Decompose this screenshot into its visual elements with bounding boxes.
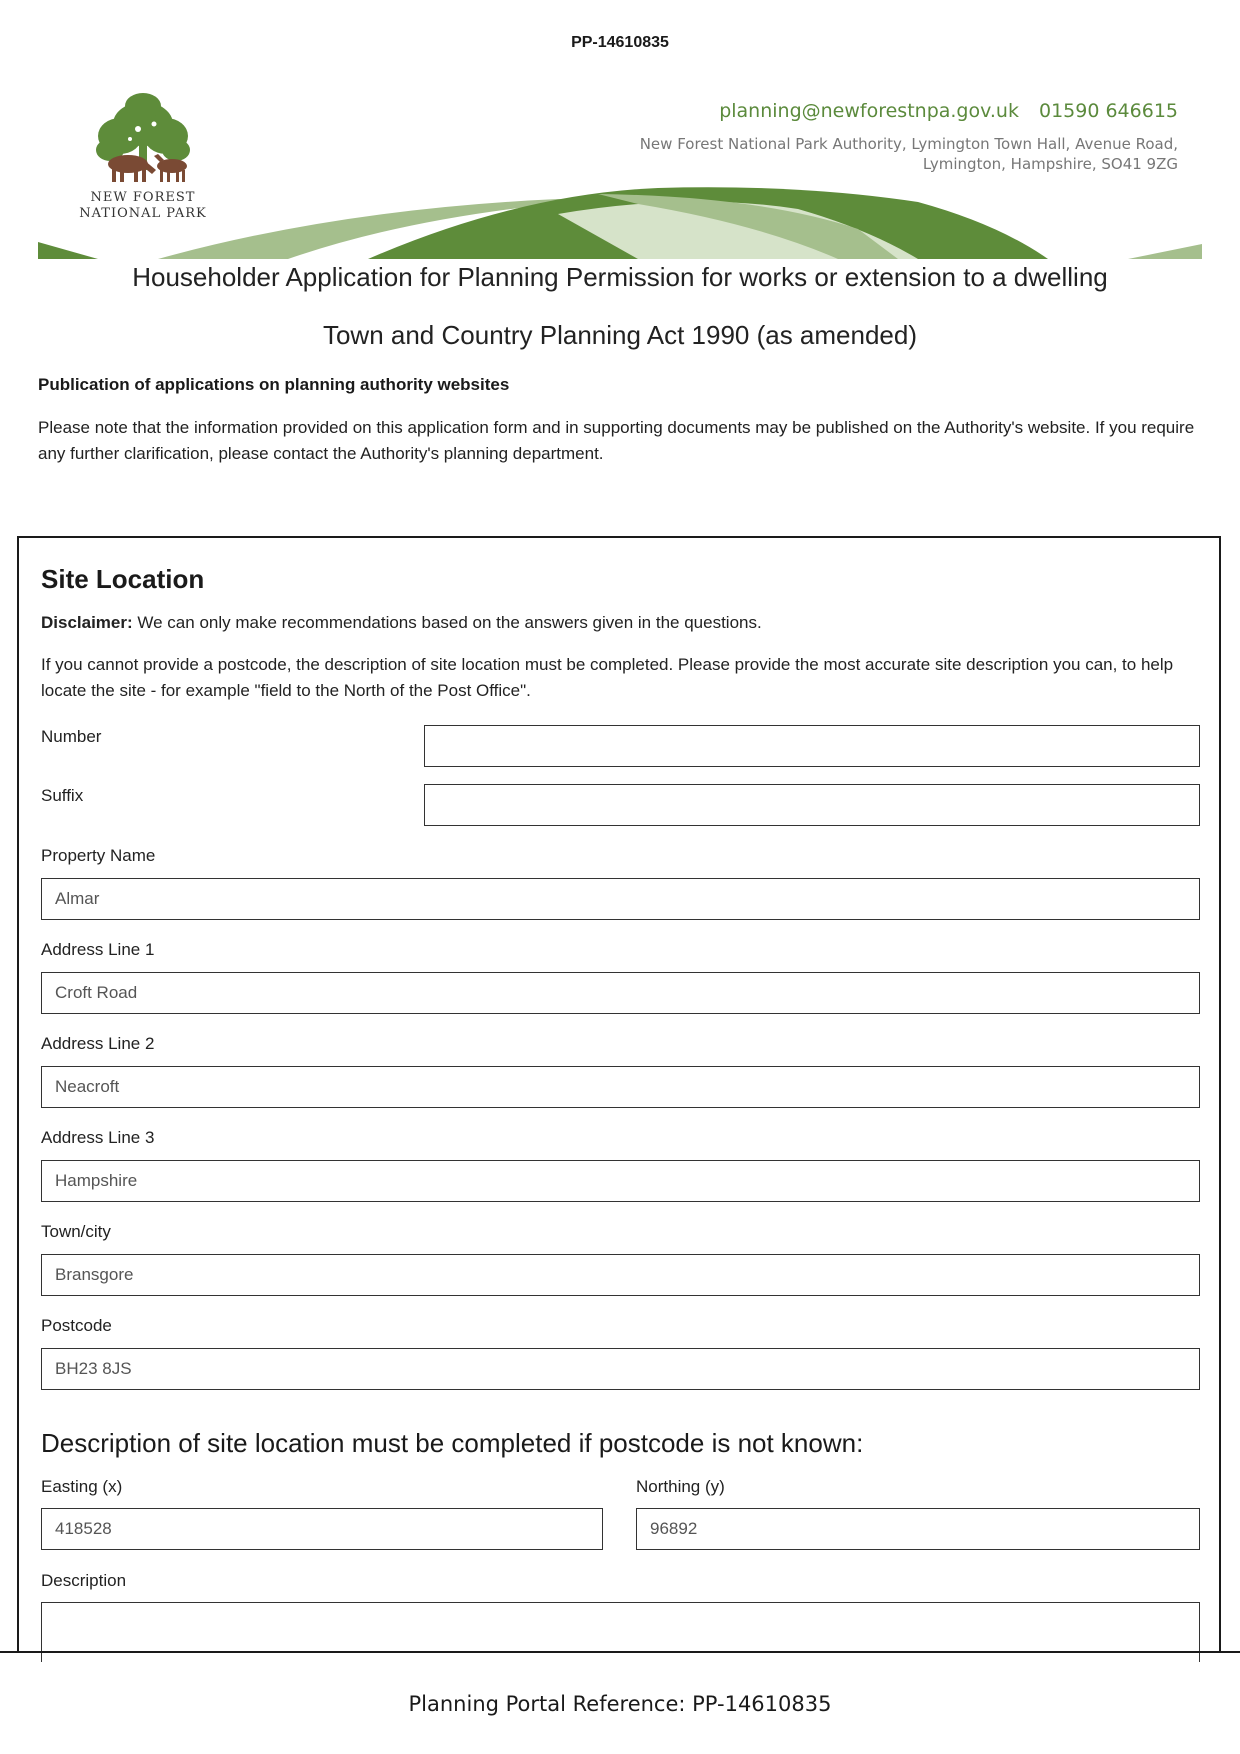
- postcode-label: Postcode: [41, 1316, 112, 1335]
- address-line-3-field[interactable]: Hampshire: [41, 1160, 1200, 1202]
- description-requirement-heading: Description of site location must be completed if postcode is not known:: [41, 1428, 864, 1458]
- reference-number-top: PP-14610835: [571, 34, 669, 51]
- header-banner: [38, 84, 1202, 259]
- authority-address: [538, 134, 1178, 174]
- site-instructions: If you cannot provide a postcode, the description of site location must be completed. Please provide the most accurate site description you can, to help locate the site - for example "field to the North of the Post Office".: [41, 655, 1174, 700]
- town-city-label: Town/city: [41, 1222, 111, 1241]
- northing-field[interactable]: 96892: [636, 1508, 1200, 1550]
- contact-email: planning@newforestnpa.gov.uk: [719, 100, 1019, 122]
- form-title: Householder Application for Planning Permission for works or extension to a dwelling: [132, 262, 1108, 292]
- disclaimer-label: Disclaimer:: [41, 613, 133, 632]
- publication-heading: Publication of applications on planning authority websites: [38, 375, 510, 394]
- easting-label: Easting (x): [41, 1477, 123, 1496]
- disclaimer-text: We can only make recommendations based on the answers given in the questions.: [132, 613, 762, 632]
- site-location-heading: Site Location: [41, 564, 205, 594]
- address-line-1: New Forest National Park Authority, Lymington Town Hall, Avenue Road,: [639, 135, 1178, 153]
- property-name-label: Property Name: [41, 846, 156, 865]
- logo-line-2: NATIONAL PARK: [79, 206, 207, 221]
- address-line-2-field[interactable]: Neacroft: [41, 1066, 1200, 1108]
- address-line-2: Lymington, Hampshire, SO41 9ZG: [922, 155, 1178, 173]
- easting-field[interactable]: 418528: [41, 1508, 603, 1550]
- disclaimer: [41, 610, 762, 636]
- logo-line-1: NEW FOREST: [90, 190, 196, 205]
- rolling-hills-graphic: [38, 184, 1202, 259]
- contact-details: [719, 100, 1178, 122]
- number-field[interactable]: [424, 725, 1200, 767]
- description-textarea[interactable]: [41, 1602, 1200, 1662]
- town-city-field[interactable]: Bransgore: [41, 1254, 1200, 1296]
- publication-text: Please note that the information provided on this application form and in supporting documents may be published on the Authority's website. If you require any further clarification, please contact the Authority's planning department.: [38, 418, 1195, 463]
- suffix-field[interactable]: [424, 784, 1200, 826]
- suffix-label: Suffix: [41, 786, 84, 805]
- address-line-3-label: Address Line 3: [41, 1128, 155, 1147]
- contact-phone: 01590 646615: [1038, 100, 1178, 122]
- form-subtitle: Town and Country Planning Act 1990 (as amended): [322, 320, 918, 350]
- address-line-2-label: Address Line 2: [41, 1034, 155, 1053]
- site-location-section: [17, 536, 1221, 1652]
- footer-reference: Planning Portal Reference: PP-14610835: [408, 1692, 832, 1716]
- number-label: Number: [41, 727, 102, 746]
- description-label: Description: [41, 1571, 127, 1590]
- property-name-field[interactable]: Almar: [41, 878, 1200, 920]
- postcode-field[interactable]: BH23 8JS: [41, 1348, 1200, 1390]
- address-line-1-label: Address Line 1: [41, 940, 155, 959]
- address-line-1-field[interactable]: Croft Road: [41, 972, 1200, 1014]
- northing-label: Northing (y): [636, 1477, 725, 1496]
- page-divider: [0, 1651, 1240, 1653]
